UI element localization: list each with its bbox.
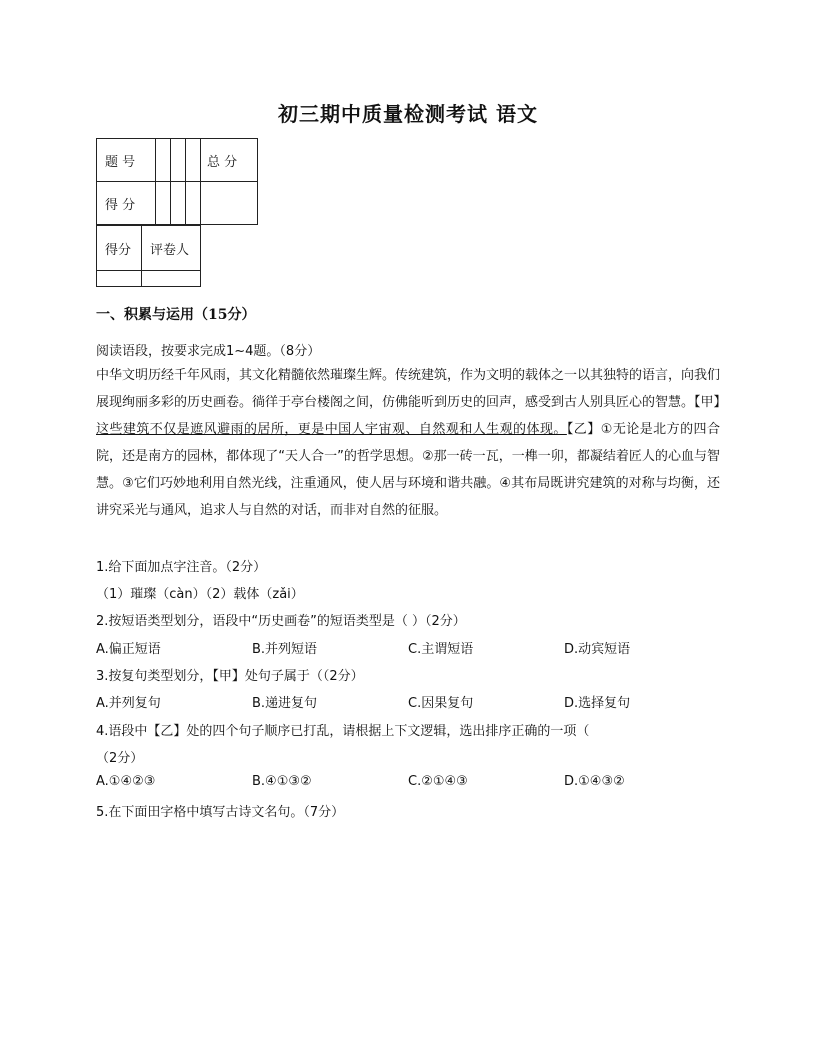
score-label: 得 分 [97,182,156,225]
question-3-option-b: B.递进复句 [252,696,318,711]
question-2: 2.按短语类型划分，语段中“历史画卷”的短语类型是（ ）（2分） [96,614,466,629]
grader-table [96,225,201,287]
question-4-option-b: B.④①③② [252,774,312,789]
question-2-option-a: A.偏正短语 [96,642,161,657]
question-5: 5.在下面田字格中填写古诗文名句。（7分） [96,805,345,820]
total-score-label: 总 分 [201,139,258,182]
score-cell [171,182,186,225]
score-table-row-header [97,139,258,182]
question-2-option-b: B.并列短语 [252,642,318,657]
question-3-option-c: C.因果复句 [408,696,474,711]
grader-name-cell [142,271,201,287]
score-table [96,138,258,225]
reading-passage [96,362,727,524]
exam-title: 初三期中质量检测考试 语文 [278,102,538,126]
score-cell [171,139,186,182]
score-cell [156,139,171,182]
passage-part-2: 【乙】①无论是北方的四合院，还是南方的园林，都体现了“天人合一”的哲学思想。②那一砖一瓦，一榫一卯，都凝结着匠人的心血与智慧。③它们巧妙地利用自然光线，注重通风，使人居与环境和谐共融。④其布局既讲究建筑的对称与均衡，还讲究采光与通风，追求人与自然的对话，而非对自然的征服。 [96,422,720,518]
reading-intro: 阅读语段，按要求完成1~4题。（8分） [96,344,321,359]
question-4-option-a: A.①④②③ [96,774,156,789]
grader-table-row [97,271,201,287]
question-3: 3.按复句类型划分，【甲】处句子属于（（2分） [96,669,364,684]
total-score-cell [201,182,258,225]
grader-table-header [97,226,201,271]
grader-score-cell [97,271,142,287]
question-4-option-c: C.②①④③ [408,774,468,789]
question-3-option-d: D.选择复句 [564,696,631,711]
grader-name-label: 评卷人 [142,226,201,271]
question-4-points: （2分） [96,751,144,766]
score-cell [186,139,201,182]
passage-part-1: 中华文明历经千年风雨，其文化精髓依然璀璨生辉。传统建筑，作为文明的载体之一以其独特的语言，向我们展现绚丽多彩的历史画卷。徜徉于亭台楼阁之间，仿佛能听到历史的回声，感受到古人别具匠心的智慧。【甲】 [96,368,727,410]
question-4: 4.语段中【乙】处的四个句子顺序已打乱，请根据上下文逻辑，选出排序正确的一项（ [96,724,590,739]
question-2-option-c: C.主谓短语 [408,642,474,657]
question-3-option-a: A.并列复句 [96,696,161,711]
question-2-option-d: D.动宾短语 [564,642,631,657]
section-heading: 一、积累与运用（15分） [96,307,256,323]
score-table-row-score [97,182,258,225]
score-cell [156,182,171,225]
passage-underlined-sentence: 这些建筑不仅是遮风避雨的居所，更是中国人宇宙观、自然观和人生观的体现。 [96,422,567,437]
grader-score-label: 得分 [97,226,142,271]
score-cell [186,182,201,225]
question-1-sub: （1）璀璨（càn）（2）载体（zǎi） [96,587,304,602]
question-number-label: 题 号 [97,139,156,182]
question-1: 1.给下面加点字注音。（2分） [96,560,267,575]
question-4-option-d: D.①④③② [564,774,625,789]
